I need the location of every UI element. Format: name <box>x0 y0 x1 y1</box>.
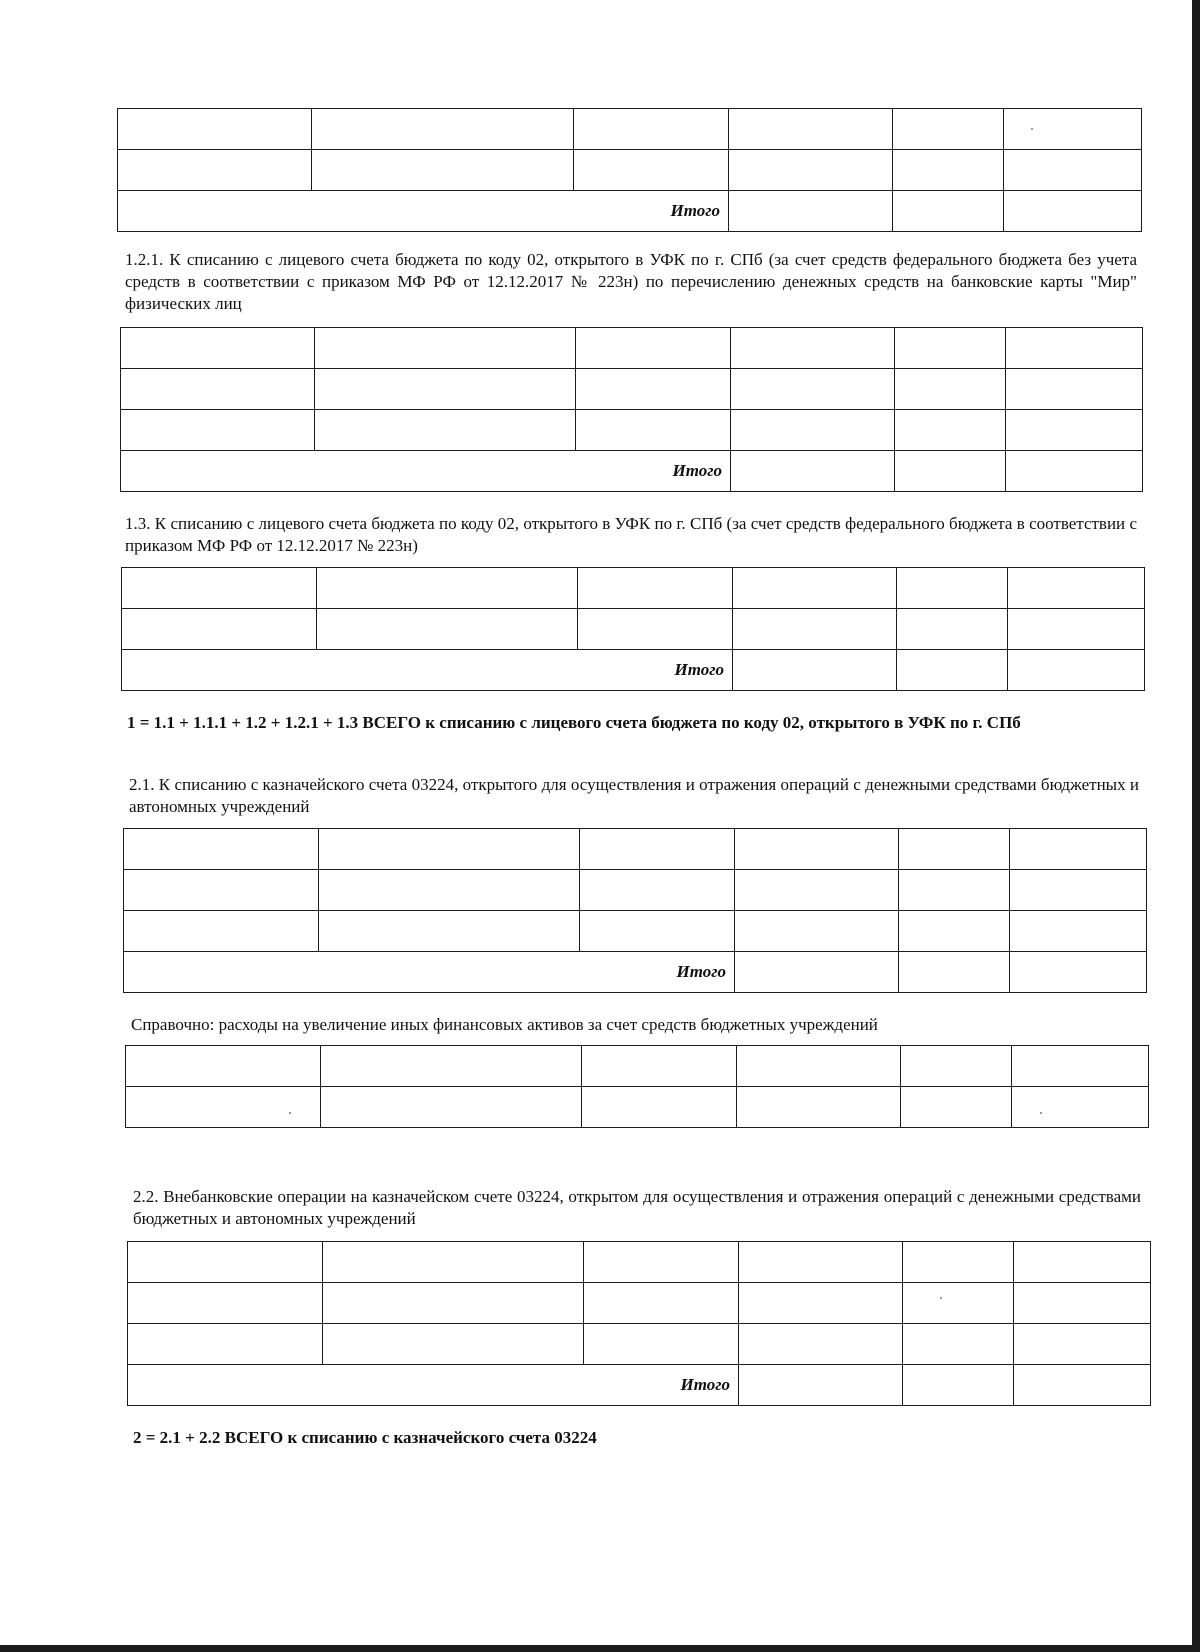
table-reference <box>125 1045 1149 1128</box>
table-row <box>118 109 1142 150</box>
section-1-2-1-heading: 1.2.1. К списанию с лицевого счета бюджета по коду 02, открытого в УФК по г. СПб (за счет средств федерального бюджета без учета средств в соответствии с приказом МФ РФ от 12.12.2017 № 223н) по перечислению денежных средств на банковские карты "Мир" физических лиц <box>125 250 1137 313</box>
table-row <box>128 1324 1151 1365</box>
table-row <box>122 568 1145 609</box>
itogo-label: Итого <box>121 451 731 492</box>
table-row <box>128 1283 1151 1324</box>
table-row <box>121 328 1143 369</box>
itogo-label: Итого <box>118 191 729 232</box>
itogo-row <box>118 191 1142 232</box>
table-row <box>126 1087 1149 1128</box>
table-top-continuation <box>117 108 1142 232</box>
table-2-2 <box>127 1241 1151 1406</box>
itogo-row <box>124 952 1147 993</box>
section-2-2-heading: 2.2. Внебанковские операции на казначейском счете 03224, открытом для осуществления и отражения операций с денежными средствами бюджетных и автономных учреждений <box>133 1187 1141 1228</box>
scan-speck <box>289 1112 291 1114</box>
section-1-3-heading: 1.3. К списанию с лицевого счета бюджета по коду 02, открытого в УФК по г. СПб (за счет средств федерального бюджета в соответствии с приказом МФ РФ от 12.12.2017 № 223н) <box>125 514 1137 555</box>
scan-bottom-edge <box>0 1645 1200 1652</box>
table-1-3 <box>121 567 1145 691</box>
itogo-row <box>128 1365 1151 1406</box>
table-row <box>121 369 1143 410</box>
itogo-label: Итого <box>124 952 735 993</box>
itogo-label: Итого <box>122 650 733 691</box>
scan-right-edge <box>1192 0 1200 1652</box>
table-1-2-1 <box>120 327 1143 492</box>
scan-speck <box>1031 128 1033 130</box>
table-row <box>118 150 1142 191</box>
table-row <box>124 829 1147 870</box>
total-1-formula: 1 = 1.1 + 1.1.1 + 1.2 + 1.2.1 + 1.3 ВСЕГО к списанию с лицевого счета бюджета по коду 02, открытого в УФК по г. СПб <box>127 713 1021 732</box>
table-row <box>124 870 1147 911</box>
table-row <box>128 1242 1151 1283</box>
section-2-1-heading: 2.1. К списанию с казначейского счета 03224, открытого для осуществления и отражения операций с денежными средствами бюджетных и автономных учреждений <box>129 775 1139 816</box>
scan-speck <box>1040 1112 1042 1114</box>
table-row <box>126 1046 1149 1087</box>
total-2-formula: 2 = 2.1 + 2.2 ВСЕГО к списанию с казначейского счета 03224 <box>133 1428 597 1447</box>
itogo-label: Итого <box>128 1365 739 1406</box>
itogo-row <box>122 650 1145 691</box>
table-2-1 <box>123 828 1147 993</box>
scan-speck <box>940 1297 942 1299</box>
table-row <box>121 410 1143 451</box>
table-row <box>124 911 1147 952</box>
itogo-row <box>121 451 1143 492</box>
reference-heading: Справочно: расходы на увеличение иных финансовых активов за счет средств бюджетных учреждений <box>131 1015 878 1034</box>
table-row <box>122 609 1145 650</box>
